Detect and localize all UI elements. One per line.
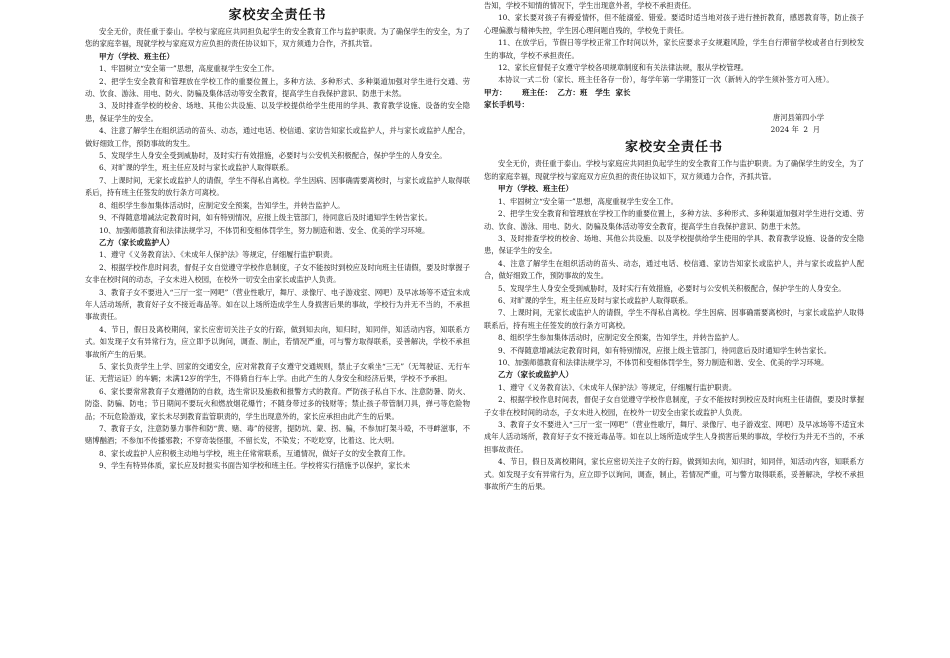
party-b-item: 1、遵守《义务教育法》、《未成年人保护法》等规定，仔细履行监护职责。 [498,382,737,392]
party-b-item: 5、家长负责学生上学、回家的交通安全，应对常教育子女遵守交通规则，禁止子女乘坐“三无”（无驾驶证、无行车证、无营运证）的车辆；未满12岁的学生，不得骑自行车上学。由此产生的人身安全和经济后果，学校不予承担。 [85,361,470,384]
party-b-item: 3、教育子女不要进入“三厅一室一网吧”（营业性歌厅，舞厅、录像厅、电子游戏室、网吧）及早冰场等不适宜未成年人活动场所，教育好子女不接近毒品等。如在以上场所造成学生人身损害后果的事故，学校行为并无不当的，不承担事故责任。 [484,420,864,454]
party-b-item: 10、家长要对孩子有褥爱情怀，但不能溺爱、错爱。要适时适当地对孩子进行挫折教育，感恩教育等，防止孩子心理偏激与精神失控，学生因心理问题自残的，学校免于责任。 [484,13,864,35]
party-a-item: 2、把学生安全教育和管理放在学校工作的重要位置上，多种方法、多种形式、多种渠道加强对学生进行交通、劳动、饮食、游泳、用电、防火、防骗及集体活动等安全教育，提高学生自我保护意识、防患于未然。 [484,209,864,231]
party-a-item: 2、把学生安全教育和管理放在学校工作的重要位置上，多种方法、多种形式、多种渠道加强对学生进行交通、劳动、饮食、游泳、用电、防火、防骗及集体活动等安全教育，提高学生自我保护意识、防患于未然。 [85,76,470,99]
party-a-heading: 甲方（学校、班主任） [99,51,174,61]
party-a-item: 8、组织学生参加集体活动时，应制定安全预案，告知学生，并转告监护人。 [498,333,744,343]
party-b-item: 6、家长要常常教育子女遵循防的自救，选生常识及施救和报警方式的教育。严防孩子私自下水、注意防暑、防火、防盗、防骗、防电；节日期间不要玩火和燃放烟花爆竹；不随身带过多的钱财等；禁止孩子带管制刀具，弹弓等危险物品；不玩危险游戏，家长未尽到教育监管职责的，学生出现意外的，家长应承担由此产生的后果。 [85,386,470,421]
party-a-item: 8、组织学生参加集体活动时，应制定安全预案，告知学生，并转告监护人。 [99,200,345,210]
signature-row: 甲方： 班主任： 乙方：班 学生 家长 [484,87,631,97]
party-a-item: 7、上课时间，无家长或监护人的请假，学生不得私自离校。学生因病、因事确需要离校时，与家长或监护人取得联系后，持有班主任签发的放行条方可离校。 [85,175,470,198]
school-name: 唐河县第四小学 [772,112,824,122]
party-a-item: 5、发现学生人身安全受到威胁时，及时实行有效措施，必要时与公安机关积极配合，保护学生的人身安全。 [498,283,846,293]
party-b-item: 4、节日，假日及离校期间，家长应密切关注子女的行踪，做到知去向，知归时，知同伴，知活动内容，知联系方式。如发现子女有异常行为，应立即予以询问，调查、制止，若情况严重，可与警方取得联系，妥善解决，学校不承担事故所产生的后果。 [85,324,470,359]
intro-paragraph-second: 安全无价，责任重于泰山。学校与家庭应共同担负起学生的安全教育工作与监护职责。为了确保学生的安全，为了您的家庭幸福，现就学校与家庭双方应负担的责任协议如下，双方须通力合作，齐抓共管。 [484,159,864,181]
intro-paragraph: 安全无价，责任重于泰山。学校与家庭应共同担负起学生的安全教育工作与监护职责。为了确保学生的安全，为了您的家庭幸福，现就学校与家庭双方应负担的责任协议如下，双方须通力合作，齐抓共管。 [85,27,470,49]
document-title: 家校安全责任书 [228,8,327,23]
party-b-item: 告知，学校不知情的情况下，学生出现意外者，学校不承担责任。 [484,1,696,10]
party-b-item: 2、根据学校作息时间表，督促子女自觉遵守学校作息制度，子女不能按时到校应及时向班主任请假，要及时掌握子女非在校时间的动态，子女未进入校园，在校外一切安全由家长或监护人负责。 [85,262,470,285]
document-title-second: 家校安全责任书 [624,140,723,156]
party-a-item: 3、及时排查学校的校舍、场地、其他公共设施、以及学校提供给学生使用的学具、教育教学设施、设备的安全隐患，保证学生的安全。 [484,233,864,256]
party-b-item: 3、教育子女不要进入“三厅一室一网吧”（营业性歌厅，舞厅、录像厅、电子游戏室、网吧）及早冰场等不适宜未成年人活动场所，教育好子女不接近毒品等。如在以上场所造成学生人身损害后果的事故，学校行为并无不当的，不承担事故责任。 [85,287,470,322]
party-b-item: 9、学生有特异体质，家长应及时报实书面告知学校和班主任。学校将实行措施予以保护，家长未 [99,461,411,471]
party-a-item: 4、注意了解学生在组织活动的苗头、动态，通过电话、校信通、家访告知家长或监护人，并与家长或监护人配合，做好细致工作，预防事故的发生。 [484,258,864,281]
party-b-item: 4、节日，假日及离校期间，家长应密切关注子女的行踪，做到知去向，知归时，知同伴，知活动内容，知联系方式。如发现子女有异常行为，应立即予以询问，调查，制止，若情况严重，可与警方取得联系，妥善解决，学校不承担事故所产生的后果。 [484,457,864,492]
party-b-item: 12、家长应督促子女遵守学校各项规章制度和有关法律法规，服从学校管理。 [498,63,749,73]
right-column [484,0,864,658]
party-a-item: 6、对旷课的学生，班主任应及时与家长或监护人取得联系。 [498,295,693,305]
document-date: 2024 年 2 月 [770,125,820,135]
party-a-item: 3、及时排查学校的校舍、场地、其他公共设施、以及学校提供给学生使用的学具、教育教学设施、设备的安全隐患，保证学生的安全。 [85,101,470,123]
party-a-item: 5、发现学生人身安全受到威胁时，及时实行有效措施，必要时与公安机关积极配合，保护学生的人身安全。 [99,151,447,161]
party-b-item: 7、教育子女，注意防暴力事件和防“黄、赌、毒”的侵害，提防坑、蒙、拐、骗，不参加打架斗殴，不寻衅滋事，不赌博酗酒；不参加不传播邪教；不穿奇装怪服，不留长发，不染发；不吃吃穿，比着这、比大明。 [85,424,470,446]
party-b-item: 2、根据学校作息时间表，督促子女自觉遵守学校作息制度，子女不能按时到校应及时向班主任请假，要及时掌握子女非在校时间的动态，子女未进入校园，在校外一切安全由家长或监护人负责。 [484,395,864,417]
party-a-item: 4、注意了解学生在组织活动的苗头、动态，通过电话、校信通、家访告知家长或监护人，并与家长或监护人配合，做好细致工作，预防事故的发生。 [85,126,470,148]
party-b-item: 1、遵守《义务教育法》、《未成年人保护法》等规定，仔细履行监护职责。 [99,250,338,260]
party-b-item: 8、家长或监护人应积极主动地与学校，班主任常常联系，互通情况，做好子女的安全教育工作。 [99,448,411,458]
parent-phone-label: 家长手机号： [484,100,529,110]
party-a-item: 6、对旷课的学生，班主任应及时与家长或监护人取得联系。 [99,163,294,173]
party-a-item: 1、牢固树立“安全第一”思想，高度重视学生安全工作。 [99,64,279,74]
party-a-item: 9、不得随意增减法定教育时间，如有特别情况，应报上级主管部门，待同意后及时通知学生转告家长。 [498,345,831,355]
party-a-item: 10、加强师德教育和法律法规学习，不体罚和变相体罚学生，努力制造和谐、安全、优美的学习环境。 [498,357,829,367]
left-column [85,0,470,658]
party-b-heading: 乙方（家长或监护人） [99,237,174,247]
party-a-heading-second: 甲方（学校、班主任） [498,184,573,194]
party-a-item: 10、加强师德教育和法律法规学习，不体罚和变相体罚学生，努力制造和谐、安全、优美的学习环境。 [99,225,430,235]
copies-note: 本协议一式二份（家长、班主任各存一份），每学年第一学期签订一次（新转入的学生须补签方可入班）。 [498,75,834,85]
party-a-item: 1、牢固树立“安全第一”思想，高度重视学生安全工作。 [498,196,678,206]
party-a-item: 9、不得随意增减法定教育时间，如有特别情况，应报上级主管部门，待同意后及时通知学生转告家长。 [99,213,432,223]
party-b-item: 11、在放学后，节假日等学校正常工作时间以外，家长应要求子女规避风险，学生自行滞留学校或者自行到校发生的事故，学校不承担责任。 [484,38,864,60]
party-b-heading-second: 乙方（家长或监护人） [498,370,573,380]
party-a-item: 7、上课时间，无家长或监护人的请假，学生不得私自离校。学生因病、因事确需要离校时，与家长或监护人取得联系后，持有班主任签发的放行条方可离校。 [484,308,864,330]
